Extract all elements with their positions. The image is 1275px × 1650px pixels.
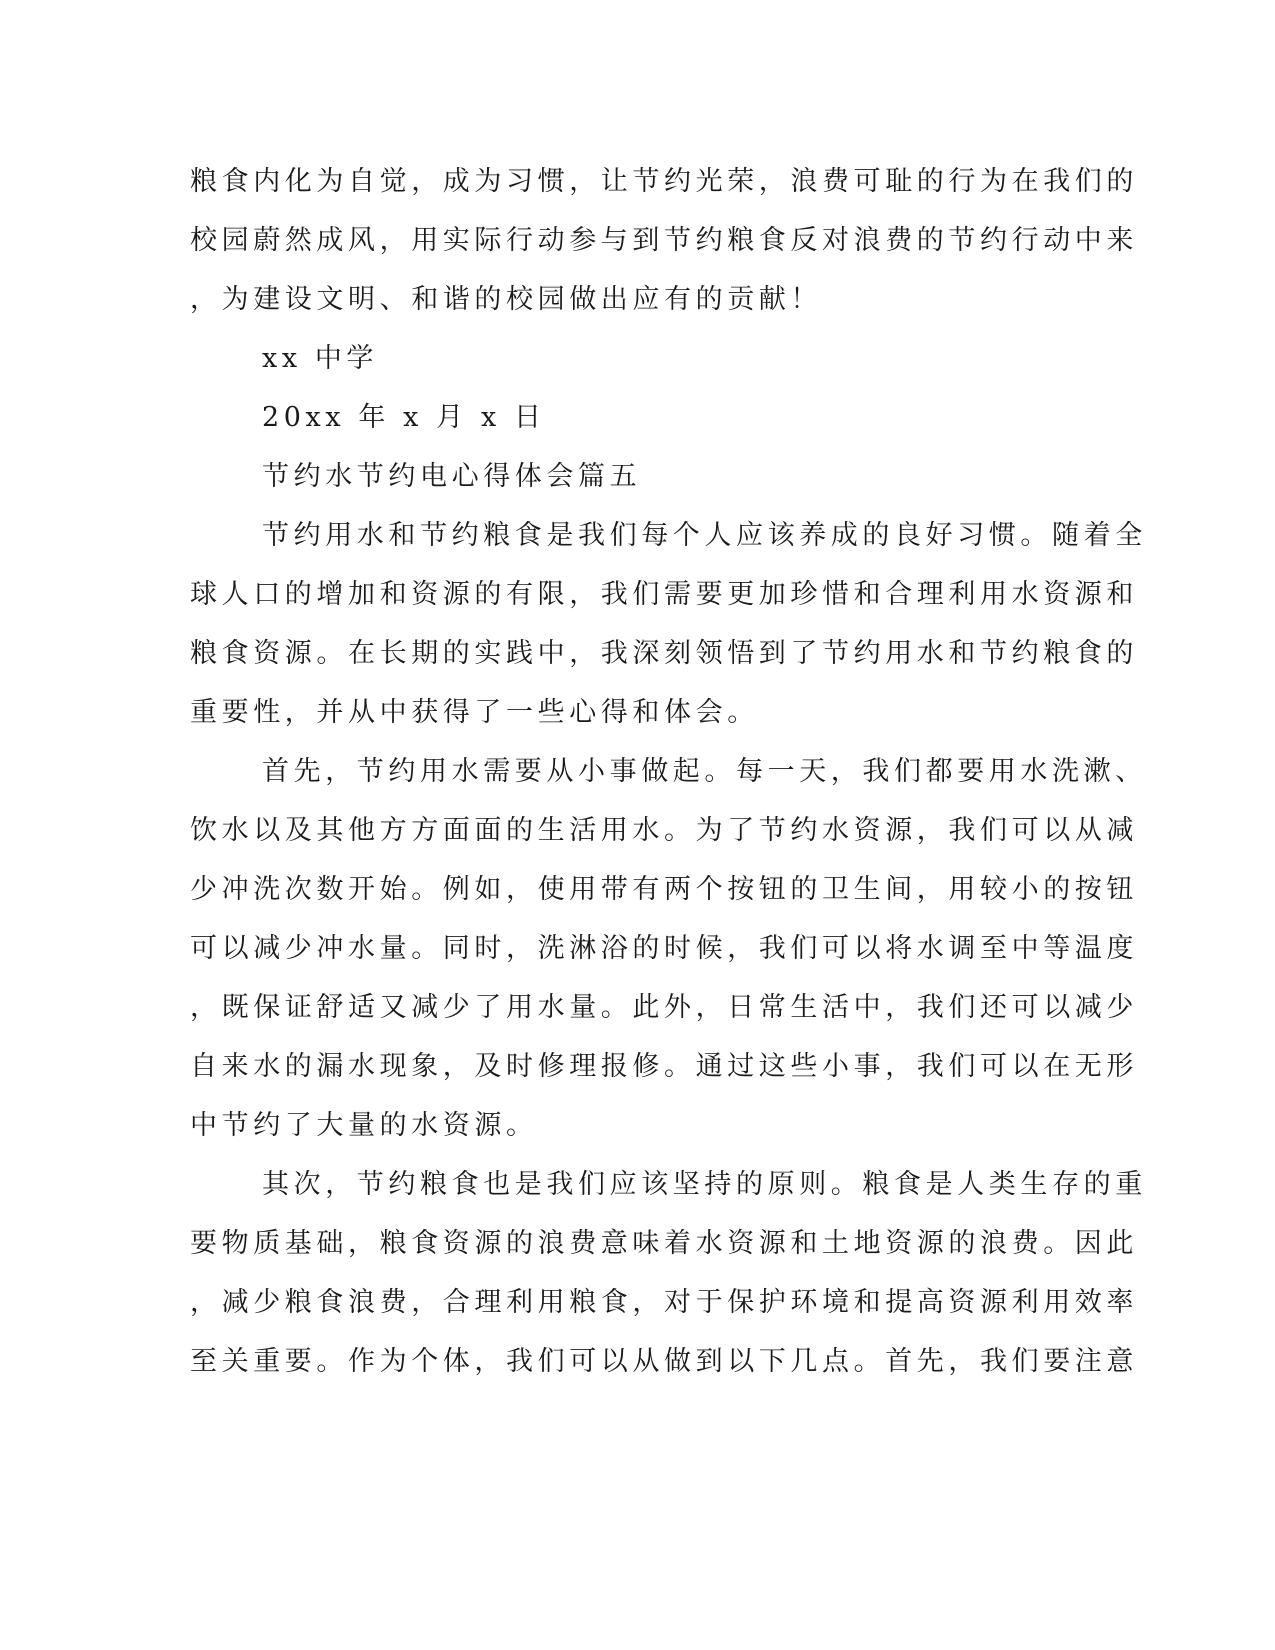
paragraph-line: 其次，节约粮食也是我们应该坚持的原则。粮食是人类生存的重 (262, 1169, 1147, 1200)
paragraph-line: 重要性，并从中获得了一些心得和体会。 (190, 697, 759, 728)
signature-school: xx 中学 (262, 343, 379, 374)
paragraph-line: 粮食资源。在长期的实践中，我深刻领悟到了节约用水和节约粮食的 (190, 638, 1138, 669)
paragraph-line: ，既保证舒适又减少了用水量。此外，日常生活中，我们还可以减少 (190, 992, 1138, 1023)
paragraph-line: ，减少粮食浪费，合理利用粮食，对于保护环境和提高资源利用效率 (190, 1287, 1138, 1318)
paragraph-line: 节约用水和节约粮食是我们每个人应该养成的良好习惯。随着全 (262, 520, 1147, 551)
section-title: 节约水节约电心得体会篇五 (262, 461, 642, 492)
paragraph-line: 少冲洗次数开始。例如，使用带有两个按钮的卫生间，用较小的按钮 (190, 874, 1138, 905)
paragraph-line: 自来水的漏水现象，及时修理报修。通过这些小事，我们可以在无形 (190, 1051, 1138, 1082)
paragraph-line: 粮食内化为自觉，成为习惯，让节约光荣，浪费可耻的行为在我们的 (190, 166, 1138, 197)
paragraph-line: 球人口的增加和资源的有限，我们需要更加珍惜和合理利用水资源和 (190, 579, 1138, 610)
paragraph-line: 要物质基础，粮食资源的浪费意味着水资源和土地资源的浪费。因此 (190, 1228, 1138, 1259)
paragraph-line: 校园蔚然成风，用实际行动参与到节约粮食反对浪费的节约行动中来 (190, 225, 1138, 256)
paragraph-line: ，为建设文明、和谐的校园做出应有的贡献！ (190, 284, 822, 315)
paragraph-line: 可以减少冲水量。同时，洗淋浴的时候，我们可以将水调至中等温度 (190, 933, 1138, 964)
paragraph-line: 首先，节约用水需要从小事做起。每一天，我们都要用水洗漱、 (262, 756, 1147, 787)
signature-date: 20xx 年 x 月 x 日 (262, 402, 546, 433)
paragraph-line: 饮水以及其他方方面面的生活用水。为了节约水资源，我们可以从减 (190, 815, 1138, 846)
paragraph-line: 至关重要。作为个体，我们可以从做到以下几点。首先，我们要注意 (190, 1346, 1138, 1377)
paragraph-line: 中节约了大量的水资源。 (190, 1110, 538, 1141)
